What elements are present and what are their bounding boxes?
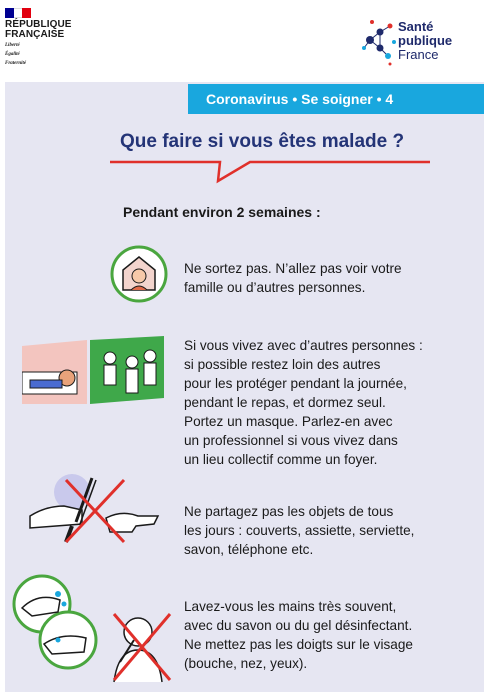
item-line: pour les protéger pendant la journée, bbox=[184, 376, 407, 391]
item-line: un professionnel si vous vivez dans bbox=[184, 433, 398, 448]
motto-line3: Fraternité bbox=[5, 61, 27, 66]
molecule-logo-icon bbox=[360, 14, 400, 68]
item-line: savon, téléphone etc. bbox=[184, 542, 314, 557]
item-line: les jours : couverts, assiette, serviette, bbox=[184, 523, 415, 538]
item-line: famille ou d’autres personnes. bbox=[184, 280, 366, 295]
header bbox=[0, 0, 484, 82]
motto-line1: Liberté bbox=[5, 43, 20, 48]
item-line: Ne partagez pas les objets de tous bbox=[184, 504, 394, 519]
french-flag-icon bbox=[5, 8, 31, 18]
intro-text: Pendant environ 2 semaines : bbox=[123, 204, 321, 220]
motto-line2: Égalité bbox=[5, 52, 20, 57]
item-line: (bouche, nez, yeux). bbox=[184, 656, 308, 671]
republic-title-line1: RÉPUBLIQUE bbox=[5, 19, 72, 30]
list-item bbox=[184, 336, 423, 469]
isolate-room-icon bbox=[22, 334, 172, 404]
wash-hands-icon bbox=[10, 574, 180, 684]
page-title: Que faire si vous êtes malade ? bbox=[120, 131, 405, 152]
agency-name-line1: Santé bbox=[398, 19, 434, 34]
item-line: Portez un masque. Parlez-en avec bbox=[184, 414, 393, 429]
no-sharing-objects-icon bbox=[26, 472, 161, 547]
section-banner: Coronavirus • Se soigner • 4 bbox=[188, 84, 484, 114]
item-line: Ne sortez pas. N’allez pas voir votre bbox=[184, 261, 402, 276]
item-line: Si vous vivez avec d’autres personnes : bbox=[184, 338, 423, 353]
list-item bbox=[184, 597, 413, 673]
list-item bbox=[184, 259, 402, 297]
item-line: Lavez-vous les mains très souvent, bbox=[184, 599, 397, 614]
republique-francaise-logo bbox=[5, 8, 72, 67]
list-item bbox=[184, 502, 414, 559]
item-line: avec du savon ou du gel désinfectant. bbox=[184, 618, 413, 633]
sante-publique-france-logo bbox=[360, 14, 470, 68]
item-line: si possible restez loin des autres bbox=[184, 357, 381, 372]
item-line: un lieu collectif comme un foyer. bbox=[184, 452, 378, 467]
agency-name-line3: France bbox=[398, 47, 439, 62]
item-line: pendant le repas, et dormez seul. bbox=[184, 395, 386, 410]
agency-name-line2: publique bbox=[398, 33, 453, 48]
republic-title-line2: FRANÇAISE bbox=[5, 29, 65, 40]
stay-home-icon bbox=[109, 244, 169, 304]
item-line: Ne mettez pas les doigts sur le visage bbox=[184, 637, 413, 652]
